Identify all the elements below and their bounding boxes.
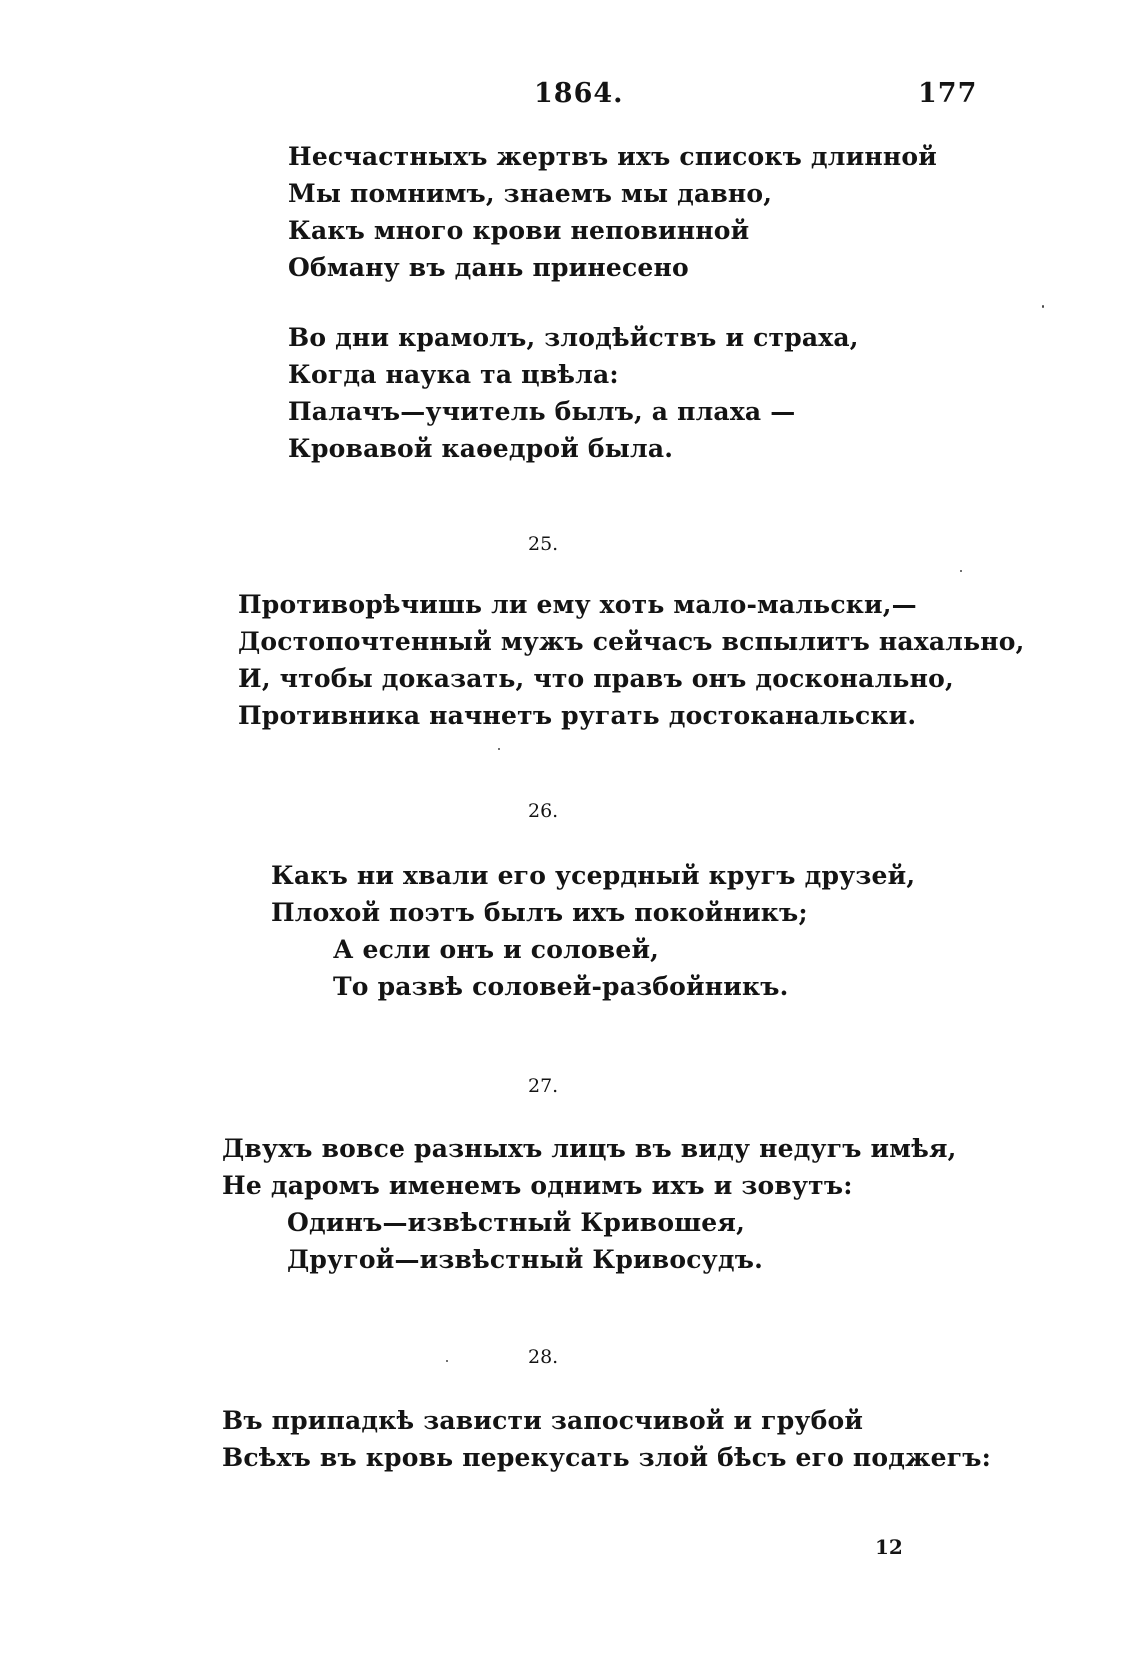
poem-line: Не даромъ именемъ однимъ ихъ и зовутъ: <box>222 1171 853 1200</box>
poem-line: То развѣ соловей-разбойникъ. <box>333 972 789 1001</box>
scan-speck <box>960 570 962 572</box>
running-header-year: 1864. <box>534 78 624 109</box>
poem-line: А если онъ и соловей, <box>333 935 660 964</box>
poem-line: Во дни крамолъ, злодѣйствъ и страха, <box>288 323 859 352</box>
poem-line: Какъ много крови неповинной <box>288 216 750 245</box>
poem-line: Одинъ—извѣстный Кривошея, <box>287 1208 745 1237</box>
scan-speck <box>1042 305 1044 308</box>
epigram-number: 26. <box>528 800 559 822</box>
poem-line: Въ припадкѣ зависти запосчивой и грубой <box>222 1406 864 1435</box>
epigram-number: 27. <box>528 1075 559 1097</box>
poem-line: Другой—извѣстный Кривосудъ. <box>287 1245 763 1274</box>
signature-mark: 12 <box>875 1535 903 1559</box>
poem-line: И, чтобы доказать, что правъ онъ досконально, <box>238 664 954 693</box>
poem-line: Несчастныхъ жертвъ ихъ списокъ длинной <box>288 142 937 171</box>
epigram-number: 28. <box>528 1346 559 1368</box>
poem-line: Противорѣчишь ли ему хоть мало-мальски,— <box>238 590 917 619</box>
poem-line: Когда наука та цвѣла: <box>288 360 619 389</box>
poem-line: Какъ ни хвали его усердный кругъ друзей, <box>271 861 916 890</box>
poem-line: Кровавой каѳедрой была. <box>288 434 674 463</box>
poem-line: Палачъ—учитель былъ, а плаха — <box>288 397 796 426</box>
epigram-number: 25. <box>528 533 559 555</box>
poem-line: Плохой поэтъ былъ ихъ покойникъ; <box>271 898 808 927</box>
poem-line: Обману въ дань принесено <box>288 253 689 282</box>
scan-speck <box>498 748 500 750</box>
poem-line: Всѣхъ въ кровь перекусать злой бѣсъ его поджегъ: <box>222 1443 992 1472</box>
page-number: 177 <box>918 78 978 109</box>
poem-line: Противника начнетъ ругать достоканальски. <box>238 701 917 730</box>
poem-line: Достопочтенный мужъ сейчасъ вспылитъ нахально, <box>238 627 1025 656</box>
poem-line: Двухъ вовсе разныхъ лицъ въ виду недугъ имѣя, <box>222 1134 957 1163</box>
scan-speck <box>446 1360 448 1362</box>
poem-line: Мы помнимъ, знаемъ мы давно, <box>288 179 773 208</box>
